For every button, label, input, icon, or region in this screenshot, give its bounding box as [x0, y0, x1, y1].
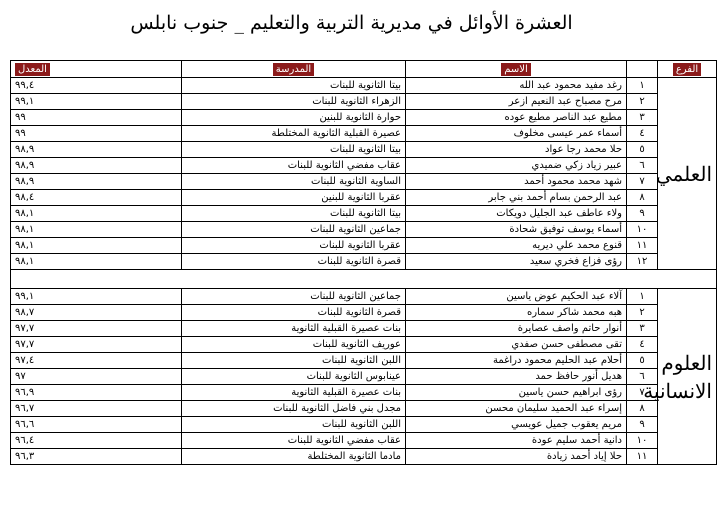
school-name: جماعين الثانوية للبنات: [182, 222, 406, 238]
row-number: ٢: [627, 305, 658, 321]
average-value: ٩٨,١: [11, 222, 182, 238]
average-value: ٩٩,١: [11, 289, 182, 305]
table-row: [11, 369, 717, 385]
row-number: ٣: [627, 110, 658, 126]
header-average: المعدل: [11, 61, 182, 78]
student-name: رؤى فزاع فخري سعيد: [406, 254, 627, 270]
school-name: بيتا الثانوية للبنات: [182, 142, 406, 158]
row-number: ٩: [627, 206, 658, 222]
student-name: هبه محمد شاكر سماره: [406, 305, 627, 321]
average-value: ٩٨,٩: [11, 158, 182, 174]
average-value: ٩٨,٤: [11, 190, 182, 206]
student-name: رؤى ابراهيم حسن ياسين: [406, 385, 627, 401]
row-number: ١٠: [627, 222, 658, 238]
row-number: ٥: [627, 142, 658, 158]
table-row: [11, 449, 717, 465]
school-name: قصرة الثانوية للبنات: [182, 305, 406, 321]
student-name: حلا إياد أحمد زيادة: [406, 449, 627, 465]
header-name: الاسم: [406, 61, 627, 78]
table-row: [11, 206, 717, 222]
table-row: [11, 126, 717, 142]
row-number: ٦: [627, 369, 658, 385]
table-row: [11, 142, 717, 158]
table-row: [11, 353, 717, 369]
table-row: [11, 305, 717, 321]
student-name: شهد محمد محمود أحمد: [406, 174, 627, 190]
average-value: ٩٩,٤: [11, 78, 182, 94]
branch-cell: العلوم الانسانية: [658, 289, 717, 465]
student-name: حلا محمد رجا عواد: [406, 142, 627, 158]
row-number: ٤: [627, 337, 658, 353]
table-row: [11, 110, 717, 126]
table-row: [11, 321, 717, 337]
average-value: ٩٦,٧: [11, 401, 182, 417]
table-row: [11, 289, 717, 305]
student-name: دانية أحمد سليم عودة: [406, 433, 627, 449]
student-name: عبد الرحمن بسام أحمد بني جابر: [406, 190, 627, 206]
student-name: قنوع محمد علي ديريه: [406, 238, 627, 254]
row-number: ٥: [627, 353, 658, 369]
row-number: ١١: [627, 238, 658, 254]
school-name: بنات عصيرة القبلية الثانوية: [182, 385, 406, 401]
student-name: مطيع عبد الناصر مطيع عوده: [406, 110, 627, 126]
school-name: حوارة الثانوية للبنين: [182, 110, 406, 126]
table-row: [11, 158, 717, 174]
average-value: ٩٨,٧: [11, 305, 182, 321]
average-value: ٩٦,٣: [11, 449, 182, 465]
row-number: ١: [627, 289, 658, 305]
row-number: ١١: [627, 449, 658, 465]
average-value: ٩٨,١: [11, 254, 182, 270]
school-name: عقاب مفضي الثانوية للبنات: [182, 158, 406, 174]
table-row: [11, 222, 717, 238]
school-name: مجدل بني فاضل الثانوية للبنات: [182, 401, 406, 417]
table-row: [11, 190, 717, 206]
table-body: [11, 78, 717, 465]
table-row: [11, 174, 717, 190]
school-name: عصيرة القبلية الثانوية المختلطة: [182, 126, 406, 142]
average-value: ٩٦,٩: [11, 385, 182, 401]
student-name: مرح مصباح عبد النعيم ازعر: [406, 94, 627, 110]
school-name: مادما الثانوية المختلطة: [182, 449, 406, 465]
student-name: تقى مصطفى حسن صفدي: [406, 337, 627, 353]
row-number: ٣: [627, 321, 658, 337]
student-name: مريم يعقوب جميل عويسي: [406, 417, 627, 433]
average-value: ٩٧,٧: [11, 321, 182, 337]
header-school: المدرسة: [182, 61, 406, 78]
student-name: ولاء عاطف عبد الجليل دويكات: [406, 206, 627, 222]
section-gap-row: [11, 270, 717, 289]
student-name: عبير زياد زكي ضميدي: [406, 158, 627, 174]
average-value: ٩٨,١: [11, 238, 182, 254]
school-name: عقاب مفضي الثانوية للبنات: [182, 433, 406, 449]
row-number: ٨: [627, 401, 658, 417]
school-name: بنات عصيرة القبلية الثانوية: [182, 321, 406, 337]
school-name: الساوية الثانوية للبنات: [182, 174, 406, 190]
student-name: آلاء عبد الحكيم عوض ياسين: [406, 289, 627, 305]
row-number: ٨: [627, 190, 658, 206]
school-name: عقربا الثانوية للبنات: [182, 238, 406, 254]
average-value: ٩٦,٦: [11, 417, 182, 433]
school-name: عينابوس الثانوية للبنات: [182, 369, 406, 385]
school-name: بيتا الثانوية للبنات: [182, 206, 406, 222]
student-name: أسماء عمر عيسى مخلوف: [406, 126, 627, 142]
row-number: ٩: [627, 417, 658, 433]
table-row: [11, 385, 717, 401]
school-name: جماعين الثانوية للبنات: [182, 289, 406, 305]
header-branch: الفرع: [658, 61, 717, 78]
average-value: ٩٧,٤: [11, 353, 182, 369]
header-number: [627, 61, 658, 78]
average-value: ٩٨,٩: [11, 142, 182, 158]
school-name: الزهراء الثانوية للبنات: [182, 94, 406, 110]
table-row: [11, 433, 717, 449]
table-row: [11, 254, 717, 270]
table-row: [11, 401, 717, 417]
page-title: العشرة الأوائل في مديرية التربية والتعليم _ جنوب نابلس: [130, 12, 573, 34]
table-row: [11, 94, 717, 110]
student-name: أسماء يوسف توفيق شحادة: [406, 222, 627, 238]
table-row: [11, 238, 717, 254]
average-value: ٩٦,٤: [11, 433, 182, 449]
gap-cell: [11, 270, 717, 289]
average-value: ٩٧,٧: [11, 337, 182, 353]
student-name: أنوار حاتم واصف عصايرة: [406, 321, 627, 337]
table-row: [11, 337, 717, 353]
student-name: هديل أنور حافظ حمد: [406, 369, 627, 385]
student-name: رغد مفيد محمود عبد الله: [406, 78, 627, 94]
average-value: ٩٨,١: [11, 206, 182, 222]
average-value: ٩٩: [11, 110, 182, 126]
table-row: [11, 417, 717, 433]
row-number: ١٠: [627, 433, 658, 449]
school-name: اللبن الثانوية للبنات: [182, 417, 406, 433]
school-name: قصرة الثانوية للبنات: [182, 254, 406, 270]
top-ten-table: [10, 60, 717, 465]
table-row: [11, 78, 717, 94]
average-value: ٩٩,١: [11, 94, 182, 110]
row-number: ٧: [627, 385, 658, 401]
student-name: إسراء عبد الحميد سليمان محسن: [406, 401, 627, 417]
school-name: عوريف الثانوية للبنات: [182, 337, 406, 353]
row-number: ١٢: [627, 254, 658, 270]
branch-cell: العلمي: [658, 78, 717, 270]
row-number: ١: [627, 78, 658, 94]
row-number: ٢: [627, 94, 658, 110]
row-number: ٧: [627, 174, 658, 190]
average-value: ٩٨,٩: [11, 174, 182, 190]
school-name: عقربا الثانوية للبنين: [182, 190, 406, 206]
header-row: [11, 61, 717, 78]
row-number: ٦: [627, 158, 658, 174]
school-name: بيتا الثانوية للبنات: [182, 78, 406, 94]
school-name: اللبن الثانوية للبنات: [182, 353, 406, 369]
student-name: أحلام عبد الحليم محمود دراغمة: [406, 353, 627, 369]
average-value: ٩٧: [11, 369, 182, 385]
average-value: ٩٩: [11, 126, 182, 142]
row-number: ٤: [627, 126, 658, 142]
